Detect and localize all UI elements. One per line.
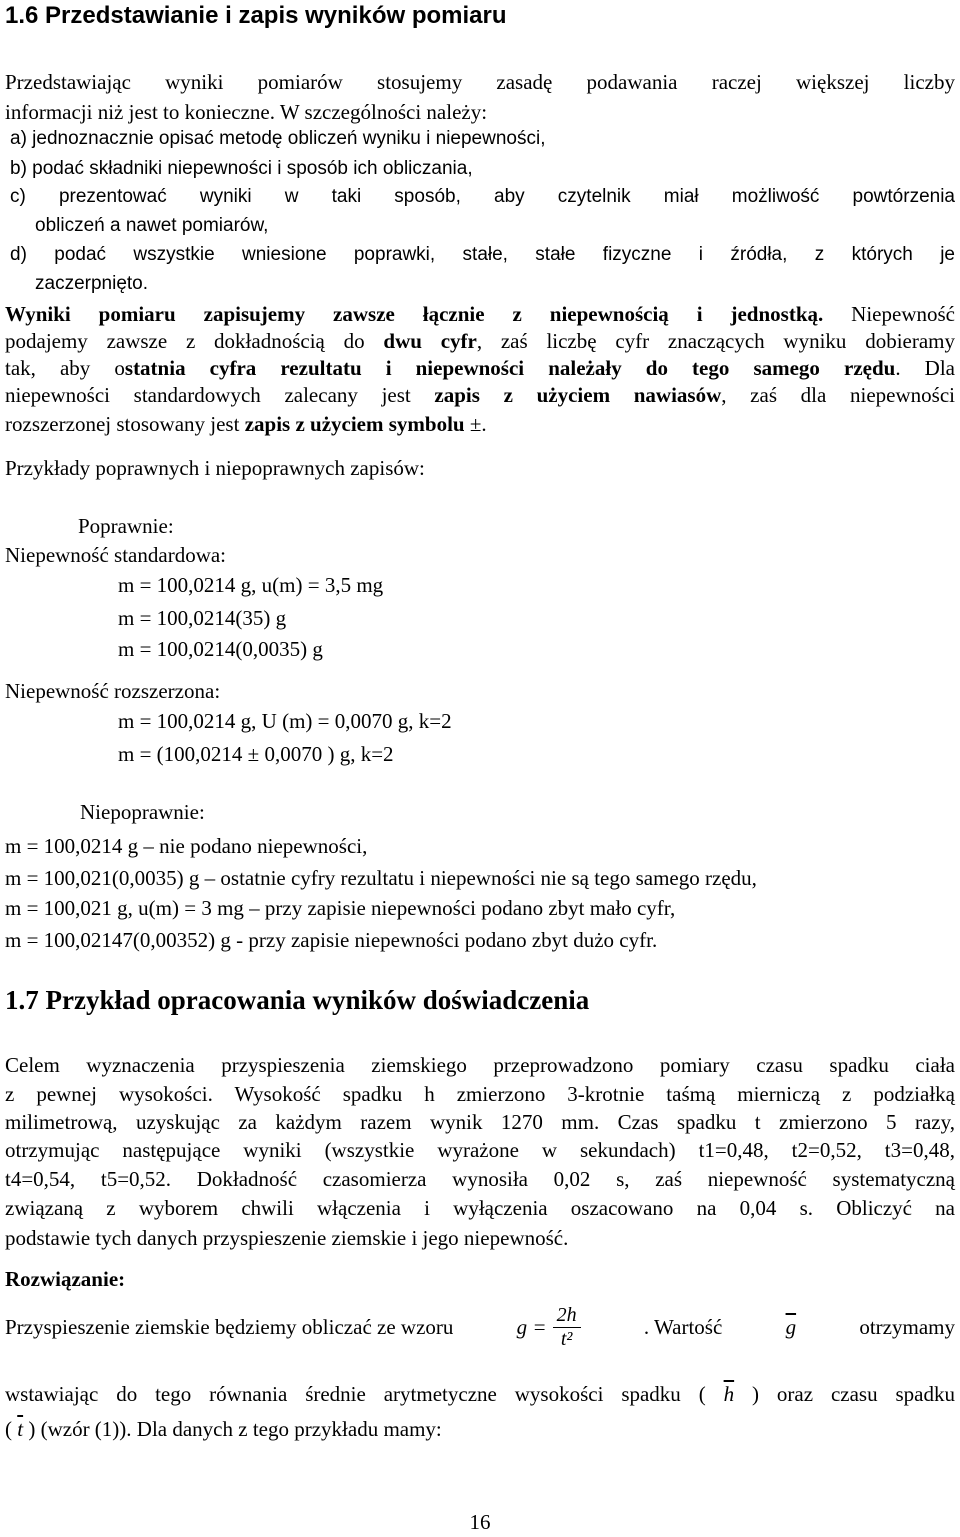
section-title-1-7: 1.7 Przykład opracowania wyników doświadczenia <box>5 985 590 1015</box>
std-example-3: m = 100,0214(0,0035) g <box>118 637 323 661</box>
std-example-1: m = 100,0214 g, u(m) = 3,5 mg <box>118 573 384 597</box>
formula-fraction <box>553 1304 581 1351</box>
rule-line-4 <box>5 383 955 408</box>
formula-text-c: otrzymamy <box>859 1315 955 1339</box>
list-item: zaczerpnięto. <box>35 273 149 294</box>
rule-text: Niepewność <box>823 302 955 326</box>
formula-g: g = <box>516 1315 547 1339</box>
bold-span: dwu cyfr <box>383 329 477 353</box>
text-span: ( <box>5 1417 12 1441</box>
ext-example-1: m = 100,0214 g, U (m) = 0,0070 g, k=2 <box>118 709 452 733</box>
examples-intro: Przykłady poprawnych i niepoprawnych zapisów: <box>5 456 425 480</box>
text-span: wstawiając do tego równania średnie arytmetyczne wysokości spadku ( <box>5 1382 706 1406</box>
text-span: , zaś dla niepewności <box>721 383 955 407</box>
problem-line: Celem wyznaczenia przyspieszenia ziemskiego przeprowadzono pomiary czasu spadku ciała <box>5 1053 955 1077</box>
incorrect-label: Niepoprawnie: <box>80 800 205 824</box>
text-span: ) oraz czasu spadku <box>752 1382 955 1406</box>
rule-line-3 <box>5 356 955 381</box>
text-span: rozszerzonej stosowany jest <box>5 412 245 436</box>
problem-line: milimetrową, uzyskując za każdym razem wynik 1270 mm. Czas spadku t zmierzono 5 razy, <box>5 1110 955 1134</box>
rule-line-1 <box>5 302 955 327</box>
formula-text-a: Przyspieszenie ziemskie będziemy obliczać ze wzoru <box>5 1315 454 1339</box>
bold-span: zapis z użyciem symbolu <box>244 412 465 436</box>
bold-span: statnia cyfra rezultatu i niepewności należały do tego samego rzędu <box>124 356 896 380</box>
section-title-1-6: 1.6 Przedstawianie i zapis wyników pomiaru <box>5 2 507 29</box>
text-span: , zaś liczbę cyfr znaczących wyniku dobieramy <box>476 329 955 353</box>
bad-example-3: m = 100,021 g, u(m) = 3 mg – przy zapisie niepewności podano zbyt mało cyfr, <box>5 896 676 920</box>
last-line-1 <box>5 1382 955 1407</box>
problem-line: z pewnej wysokości. Wysokość spadku h zmierzono 3-krotnie taśmą mierniczą z podziałką <box>5 1082 955 1106</box>
list-item: obliczeń a nawet pomiarów, <box>35 215 269 236</box>
rule-line-2 <box>5 329 955 354</box>
intro-line-1: Przedstawiając wyniki pomiarów stosujemy zasadę podawania raczej większej liczby <box>5 70 955 94</box>
bold-span: zapis z użyciem nawiasów <box>434 383 722 407</box>
t-bar: $\overline{t}$ <box>17 1417 24 1441</box>
rule-line-5 <box>5 412 487 437</box>
std-label: Niepewność standardowa: <box>5 543 227 567</box>
gravity-formula <box>517 1304 581 1351</box>
formula-line <box>5 1304 955 1351</box>
problem-line: otrzymując następujące wyniki (wszystkie wyrażone w sekundach) t1=0,48, t2=0,52, t3=0,48, <box>5 1138 955 1162</box>
text-span: . Dla <box>895 356 955 380</box>
text-span: ) (wzór (1)). Dla danych z tego przykładu mamy: <box>28 1417 442 1441</box>
list-item: c) prezentować wyniki w taki sposób, aby czytelnik miał możliwość powtórzenia <box>10 186 955 207</box>
bad-example-2: m = 100,021(0,0035) g – ostatnie cyfry rezultatu i niepewności nie są tego samego rzędu, <box>5 866 757 890</box>
formula-denominator: t² <box>560 1328 573 1350</box>
g-bar: $\overline{g}$ <box>785 1315 797 1339</box>
text-span: tak, aby o <box>5 356 125 380</box>
solution-bold: Rozwiązanie: <box>5 1267 126 1291</box>
h-bar: $\overline{h}$ <box>723 1382 735 1406</box>
bad-example-1: m = 100,0214 g – nie podano niepewności, <box>5 834 368 858</box>
problem-line: podstawie tych danych przyspieszenie ziemskie i jego niepewność. <box>5 1226 569 1250</box>
text-span: ±. <box>464 412 487 436</box>
problem-line: t4=0,54, t5=0,52. Dokładność czasomierza wynosiła 0,02 s, zaś niepewność systematyczną <box>5 1167 955 1191</box>
ext-label: Niepewność rozszerzona: <box>5 679 221 703</box>
formula-numerator: 2h <box>553 1304 581 1328</box>
ext-example-2: m = (100,0214 ± 0,0070 ) g, k=2 <box>118 742 394 766</box>
rule-bold: Wyniki pomiaru zapisujemy zawsze łącznie z niepewnością i jednostką. <box>5 302 824 326</box>
problem-line: związaną z wyborem chwili włączenia i wyłączenia oszacowano na 0,04 s. Obliczyć na <box>5 1196 955 1220</box>
list-item: a) jednoznacznie opisać metodę obliczeń wyniku i niepewności, <box>10 128 546 149</box>
intro-line-2: informacji niż jest to konieczne. W szczególności należy: <box>5 100 488 124</box>
page-number: 16 <box>469 1510 491 1534</box>
correct-label: Poprawnie: <box>78 514 174 538</box>
text-span: podajemy zawsze z dokładnością do <box>5 329 384 353</box>
bad-example-4: m = 100,02147(0,00352) g - przy zapisie niepewności podano zbyt dużo cyfr. <box>5 928 658 952</box>
list-item: d) podać wszystkie wniesione poprawki, stałe, stałe fizyczne i źródła, z których je <box>10 244 955 265</box>
text-span: niepewności standardowych zalecany jest <box>5 383 435 407</box>
list-item: b) podać składniki niepewności i sposób ich obliczania, <box>10 158 473 179</box>
formula-text-b: . Wartość <box>643 1315 723 1339</box>
std-example-2: m = 100,0214(35) g <box>118 606 287 630</box>
last-line-2 <box>5 1417 442 1442</box>
solution-label <box>5 1267 125 1292</box>
